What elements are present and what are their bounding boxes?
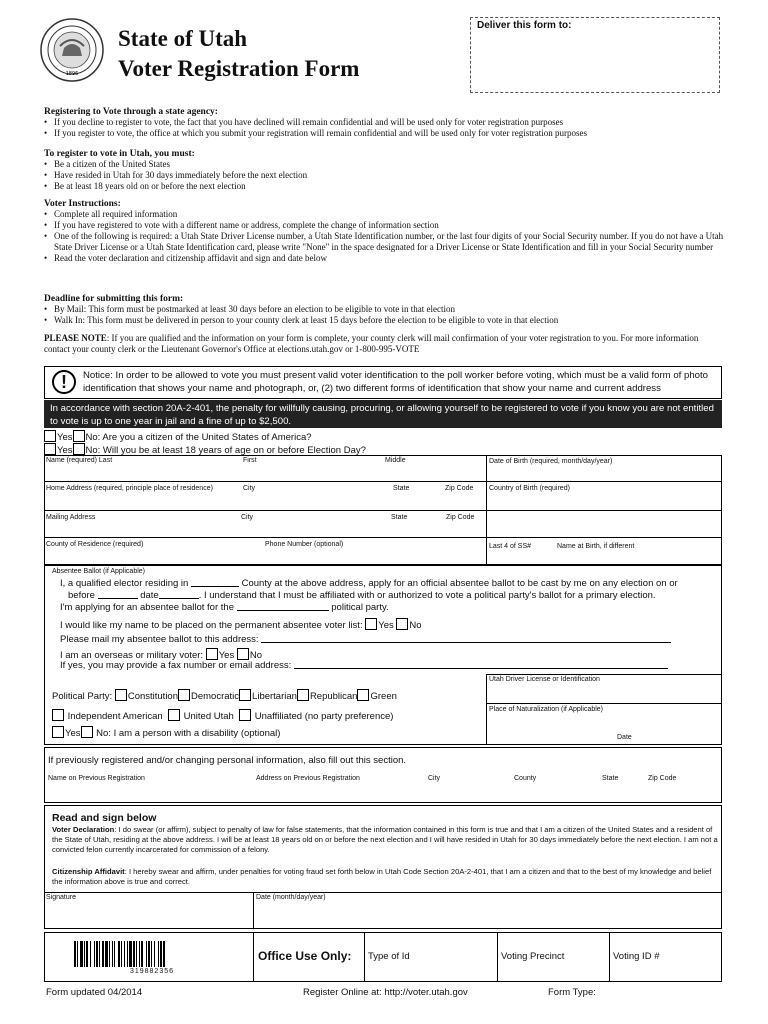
barcode-bar	[148, 941, 150, 967]
barcode-bar	[151, 941, 152, 967]
barcode-bar	[133, 941, 135, 967]
absentee-text: I, a qualified elector residing in	[60, 578, 189, 589]
barcode-bar	[114, 941, 115, 967]
party-republican-checkbox[interactable]	[297, 689, 309, 701]
party-constitution-checkbox[interactable]	[115, 689, 127, 701]
deliver-to-box[interactable]	[470, 17, 720, 93]
no-label: No	[409, 620, 422, 631]
barcode-bar	[121, 941, 122, 967]
deadline-section	[44, 294, 724, 326]
political-party	[52, 689, 397, 702]
disability-question	[52, 726, 280, 739]
military-no-checkbox[interactable]	[237, 648, 249, 660]
requirement-item: • Be at least 18 years old on or before the next election	[44, 181, 724, 192]
barcode-bar	[74, 941, 76, 967]
absentee-text: before	[68, 590, 95, 601]
warning-icon: !	[52, 370, 76, 394]
driver-license-field[interactable]: Utah Driver License or Identification	[489, 676, 600, 683]
absentee-party-input[interactable]	[237, 610, 329, 611]
instruction-item: • One of the following is required: a Utah State Driver License number, a Utah State Identification number, or the last four digits of your Social Security number. If you do not have a Utah State Driver License or a Utah State Identification card, please write "None" in the space designated for a Driver License or State Identification and fill in your Social Security number	[44, 231, 724, 253]
office-use-label: Office Use Only:	[258, 949, 352, 963]
absentee-label: Absentee Ballot (if Applicable)	[52, 568, 145, 575]
military-text: I am an overseas or military voter:	[60, 650, 204, 661]
mailing-address-field[interactable]: Mailing Address	[46, 514, 96, 521]
instruction-item: • Complete all required information	[44, 209, 724, 220]
party-libertarian-checkbox[interactable]	[239, 689, 251, 701]
requirement-item: • Have resided in Utah for 30 days immediately before the next election	[44, 170, 724, 181]
absentee-text: . I understand that I must be affiliated with or authorized to vote a political party's ballot for a primary election.	[198, 590, 656, 601]
absentee-text: I'm applying for an absentee ballot for the	[60, 602, 234, 613]
barcode-bar	[158, 941, 159, 967]
please-note	[44, 333, 724, 355]
party-option: United Utah	[183, 711, 234, 722]
absentee-line-2	[68, 590, 728, 601]
citizen-question-text: No: Are you a citizen of the United States of America?	[85, 432, 312, 443]
please-note-text: : If you are qualified and the information on your form is complete, your county clerk will mail confirmation of your voter registration to you. For more information contact your county clerk or the Lieutenant Governor's Office at elections.utah.gov or 1-800-995-VOTE	[44, 333, 699, 354]
country-of-birth-field[interactable]: Country of Birth (required)	[489, 485, 570, 492]
absentee-mail-address	[60, 634, 671, 645]
requirement-item: • Be a citizen of the United States	[44, 159, 724, 170]
signature-date-field[interactable]: Date (month/day/year)	[256, 894, 326, 901]
deadline-item: • Walk In: This form must be delivered in person to your county clerk at least 15 days before the election to be eligible to vote in that election	[44, 315, 724, 326]
voter-declaration-label: Voter Declaration	[52, 825, 115, 834]
penalty-banner: In accordance with section 20A-2-401, the penalty for willfully causing, procuring, or allowing yourself to be registered to vote if you know you are not entitled to vote is up to one year in jail and a fine of up to $2,500.	[44, 400, 722, 428]
barcode-bar	[124, 941, 125, 967]
military-yes-checkbox[interactable]	[206, 648, 218, 660]
barcode-bar	[139, 941, 140, 967]
form-updated: Form updated 04/2014	[46, 987, 143, 998]
previous-state-field[interactable]: State	[602, 775, 619, 782]
no-label: No	[249, 650, 263, 661]
barcode-bar	[160, 941, 162, 967]
absentee-date-input[interactable]	[159, 598, 199, 599]
read-sign-heading: Read and sign below	[52, 812, 157, 824]
absentee-line-3	[60, 602, 389, 613]
previous-zip-field[interactable]: Zip Code	[648, 775, 677, 782]
absentee-before-input[interactable]	[98, 598, 138, 599]
home-state-field[interactable]: State	[393, 485, 410, 492]
barcode-bar	[141, 941, 143, 967]
party-united-utah-checkbox[interactable]	[168, 709, 180, 721]
age-question-text: No: Will you be at least 18 years of age on or before Election Day?	[85, 445, 366, 456]
deadline-item: • By Mail: This form must be postmarked at least 30 days before an election to be eligible to vote in that election	[44, 304, 724, 315]
form-title: Voter Registration Form	[118, 56, 360, 81]
absentee-county-input[interactable]	[191, 586, 239, 587]
barcode-bar	[105, 941, 108, 967]
instruction-item: • Read the voter declaration and citizenship affidavit and sign and date below	[44, 253, 724, 264]
previous-county-field[interactable]: County	[514, 775, 537, 782]
permanent-absentee	[60, 618, 422, 631]
party-democratic-checkbox[interactable]	[178, 689, 190, 701]
naturalization-field[interactable]: Place of Naturalization (if Applicable)	[489, 706, 604, 713]
voter-instructions-section	[44, 199, 724, 264]
citizen-no-checkbox[interactable]	[73, 430, 85, 442]
citizenship-affidavit	[52, 867, 718, 887]
barcode-bar	[84, 941, 85, 967]
absentee-text: political party.	[331, 602, 389, 613]
first-name-field[interactable]: First	[243, 457, 257, 464]
instruction-item: • If you have registered to vote with a different name or address, complete the change of information section	[44, 220, 724, 231]
deliver-label: Deliver this form to:	[477, 20, 572, 31]
fax-text: If yes, you may provide a fax number or email address:	[60, 660, 292, 671]
form-type: Form Type:	[548, 987, 596, 998]
agency-item: • If you register to vote, the office at which you submit your registration will remain confidential and will be used only for voter registration purposes	[44, 128, 724, 139]
agency-section	[44, 107, 724, 139]
phone-field[interactable]: Phone Number (optional)	[265, 541, 344, 548]
party-green-checkbox[interactable]	[357, 689, 369, 701]
barcode-bar	[154, 941, 155, 967]
political-party-row-2	[52, 709, 393, 722]
please-note-label: PLEASE NOTE	[44, 333, 107, 343]
permanent-no-checkbox[interactable]	[396, 618, 408, 630]
permanent-yes-checkbox[interactable]	[365, 618, 377, 630]
barcode-bar	[90, 941, 91, 967]
party-independent-american-checkbox[interactable]	[52, 709, 64, 721]
yes-label: Yes	[65, 728, 81, 739]
previous-name-field[interactable]: Name on Previous Registration	[48, 775, 145, 782]
barcode-bar	[118, 941, 120, 967]
age-yes-checkbox[interactable]	[44, 443, 56, 455]
barcode-bar	[102, 941, 104, 967]
party-option: Green	[370, 691, 397, 702]
citizen-yes-checkbox[interactable]	[44, 430, 56, 442]
last-name-field[interactable]: Name (required) Last	[46, 457, 113, 464]
party-unaffiliated-checkbox[interactable]	[239, 709, 251, 721]
state-seal	[40, 18, 104, 82]
age-no-checkbox[interactable]	[73, 443, 85, 455]
requirements-section	[44, 149, 724, 192]
register-online: Register Online at: http://voter.utah.gov	[303, 987, 468, 998]
fax-email	[60, 660, 668, 671]
seal-year: 1896	[65, 71, 79, 77]
barcode-bar	[80, 941, 83, 967]
absentee-mail-input[interactable]	[261, 642, 671, 643]
previous-city-field[interactable]: City	[428, 775, 441, 782]
barcode-bar	[96, 941, 98, 967]
form-title-state: State of Utah	[118, 26, 248, 51]
agency-item: • If you decline to register to vote, the fact that you have declined will remain confidential and will be used only for voter registration purposes	[44, 117, 724, 128]
requirements-heading: To register to vote in Utah, you must:	[44, 149, 195, 159]
previous-address-field[interactable]: Address on Previous Registration	[256, 775, 360, 782]
citizenship-text: : I hereby swear and affirm, under penalties for voting fraud set forth below in Utah Code Section 20A-2-401, that I am a citizen and that to the best of my knowledge and belief the information above is true and correct.	[52, 867, 712, 886]
party-option: Libertarian	[252, 691, 297, 702]
citizenship-label: Citizenship Affidavit	[52, 867, 125, 876]
notice-text: Notice: In order to be allowed to vote you must present valid voter identification to the poll worker before voting, which must be a valid form of photo identification that shows your name and photograph, or, (2) two different forms of identification that show your name and current address	[83, 370, 708, 394]
barcode-bar	[146, 941, 147, 967]
barcode-bar	[86, 941, 88, 967]
permanent-text: I would like my name to be placed on the permanent absentee voter list:	[60, 620, 363, 631]
party-option: Democratic	[191, 691, 240, 702]
absentee-line-1	[60, 578, 720, 589]
fax-email-input[interactable]	[294, 668, 668, 669]
party-option: Independent American	[67, 711, 163, 722]
barcode-bar	[94, 941, 95, 967]
county-of-residence-field[interactable]: County of Residence (required)	[46, 541, 144, 548]
barcode-bar	[129, 941, 132, 967]
voter-declaration-text: : I do swear (or affirm), subject to penalty of law for false statements, that the information contained in this form is true and that I am a citizen of the United States and a resident of the State of Utah, residing at the above address. I will be at least 18 years old on or before the next election and I will have resided in Utah for 30 days immediately before the next election. I am not a convicted felon currently incarcerated for commission of a felony.	[52, 825, 718, 854]
barcode-bar	[77, 941, 78, 967]
barcode-bar	[163, 941, 165, 967]
barcode-bar	[136, 941, 137, 967]
disability-yes-checkbox[interactable]	[52, 726, 64, 738]
yes-label: Yes	[218, 650, 235, 661]
mailing-state-field[interactable]: State	[391, 514, 408, 521]
yes-label: Yes	[378, 620, 394, 631]
signature-field[interactable]: Signature	[46, 894, 76, 901]
home-city-field[interactable]: City	[243, 485, 256, 492]
previous-heading: If previously registered and/or changing personal information, also fill out this section.	[48, 755, 407, 766]
party-option: Republican	[309, 691, 358, 702]
party-option: Constitution	[127, 691, 178, 702]
last4-ssn-field[interactable]: Last 4 of SS#	[489, 543, 532, 550]
voting-precinct-field[interactable]: Voting Precinct	[501, 951, 565, 962]
disability-no-checkbox[interactable]	[81, 726, 93, 738]
yes-label: Yes	[57, 445, 73, 456]
voter-declaration	[52, 825, 718, 855]
photo-id-notice	[44, 366, 722, 399]
type-of-id-field[interactable]: Type of Id	[368, 951, 410, 962]
citizen-question	[44, 430, 312, 443]
party-label: Political Party:	[52, 691, 113, 702]
barcode-bar	[99, 941, 100, 967]
mail-to-text: Please mail my absentee ballot to this address:	[60, 634, 259, 645]
barcode-bars	[72, 941, 232, 967]
agency-heading: Registering to Vote through a state agency:	[44, 107, 218, 117]
barcode-bar	[109, 941, 110, 967]
naturalization-date-field[interactable]: Date	[617, 734, 632, 741]
barcode-bar	[127, 941, 128, 967]
barcode-bar	[112, 941, 113, 967]
barcode-number: 319882356	[129, 968, 175, 975]
yes-label: Yes	[57, 432, 73, 443]
name-at-birth-field[interactable]: Name at Birth, if different	[557, 543, 635, 550]
party-option: Unaffiliated (no party preference)	[254, 711, 394, 722]
middle-name-field[interactable]: Middle	[385, 457, 406, 464]
voting-id-field[interactable]: Voting ID #	[613, 951, 660, 962]
barcode	[72, 941, 232, 975]
deadline-heading: Deadline for submitting this form:	[44, 294, 184, 304]
absentee-text: date	[140, 590, 159, 601]
disability-text: No: I am a person with a disability (optional)	[96, 728, 281, 739]
absentee-text: County at the above address, apply for an official absentee ballot to be cast by me on any election on or	[241, 578, 678, 589]
home-address-field[interactable]: Home Address (required, principle place of residence)	[46, 485, 213, 492]
date-of-birth-field[interactable]: Date of Birth (required, month/day/year)	[489, 458, 613, 465]
mailing-city-field[interactable]: City	[241, 514, 254, 521]
voter-instructions-heading: Voter Instructions:	[44, 199, 121, 209]
mailing-zip-field[interactable]: Zip Code	[446, 514, 475, 521]
home-zip-field[interactable]: Zip Code	[445, 485, 474, 492]
